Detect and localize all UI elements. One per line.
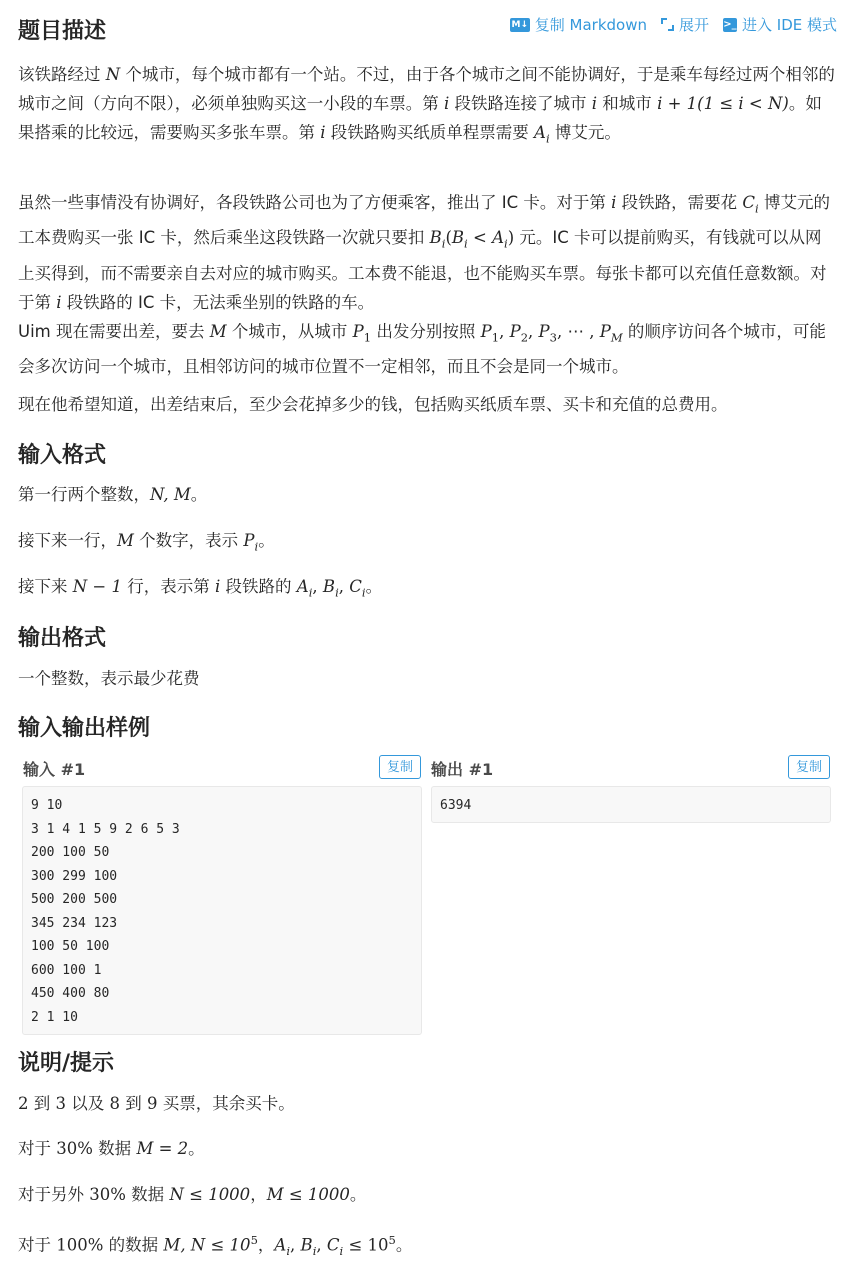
hint-line-2: 对于 30% 数据 M = 2。: [18, 1139, 205, 1158]
desc-paragraph-4: 现在他希望知道，出差结束后，至少会花掉多少的钱，包括购买纸质车票、买卡和充值的总费用。: [18, 395, 728, 414]
toolbar: [510, 14, 837, 35]
heading-hint: 说明/提示: [18, 1051, 115, 1076]
input-format-line-2: 接下来一行，M 个数字，表示 $P_i$。: [18, 531, 275, 554]
ide-mode-button[interactable]: [723, 14, 837, 35]
desc-paragraph-1: 该铁路经过 N 个城市，每个城市都有一个站。不过，由于各个城市之间不能协调好，于是乘车每经过两个相邻的城市之间（方向不限），必须单独购买这一小段的车票。第 i 段铁路连接了城市 i 和城市 i + 1(1 ≤ i < N)。如果搭乘的比较远，需要购买多张车票。第 i 段铁路购买纸质单程票需要 $A_i$ 博艾元。: [18, 65, 835, 146]
expand-icon: [661, 18, 674, 31]
heading-samples: 输入输出样例: [18, 716, 151, 741]
sample-input-line: 2 1 10: [31, 1009, 78, 1025]
sample-input-line: 3 1 4 1 5 9 2 6 5 3: [31, 821, 180, 837]
output-format-line-1: 一个整数，表示最少花费: [18, 669, 200, 688]
sample-input-line: 500 200 500: [31, 892, 118, 907]
copy-input-button[interactable]: 复制: [379, 755, 421, 779]
expand-label: 展开: [678, 16, 709, 34]
sample-output-title: 输出 #1: [431, 760, 494, 779]
sample-input-line: 200 100 50: [31, 845, 110, 860]
terminal-icon: >_: [723, 18, 737, 30]
sample-input-line: 300 299 100: [31, 868, 118, 884]
heading-description: 题目描述: [18, 19, 107, 44]
sample-input-block[interactable]: [22, 786, 422, 1035]
sample-input-line: 9 10: [31, 798, 63, 813]
sample-input-line: 450 400 80: [31, 986, 110, 1001]
sample-output-line: 6394: [440, 798, 472, 813]
ide-mode-label: 进入 IDE 模式: [742, 16, 837, 34]
sample-output-block[interactable]: [431, 786, 831, 823]
input-format-line-3: 接下来 N − 1 行，表示第 i 段铁路的 $A_i$, $B_i$, $C_i$。: [18, 577, 383, 600]
hint-line-4: 对于 100% 的数据 M, $N \le 10^5$，$A_i$, $B_i$, $C_i \le 10^5$。: [18, 1233, 413, 1258]
copy-markdown-button[interactable]: [510, 14, 647, 35]
heading-input-format: 输入格式: [18, 443, 107, 468]
hint-line-1: 2 到 3 以及 8 到 9 买票，其余买卡。: [18, 1094, 295, 1113]
copy-markdown-label: 复制 Markdown: [534, 16, 647, 34]
hint-line-3: 对于另外 30% 数据 N ≤ 1000，M ≤ 1000。: [18, 1185, 367, 1204]
markdown-icon: M↓: [511, 19, 528, 30]
expand-button[interactable]: [661, 14, 709, 35]
sample-input-line: 600 100 1: [31, 962, 102, 978]
copy-output-button[interactable]: 复制: [788, 755, 830, 779]
desc-paragraph-2: 虽然一些事情没有协调好，各段铁路公司也为了方便乘客，推出了 IC 卡。对于第 i 段铁路，需要花 $C_i$ 博艾元的工本费购买一张 IC 卡，然后乘坐这段铁路一次就只要扣 $B_i(B_i < A_i)$ 元。IC 卡可以提前购买，有钱就可以从网上买得到，而不需要亲自去对应的城市购买。工本费不能退，也不能购买车票。每张卡都可以充值任意数额。对于第 i 段铁路的 IC 卡，无法乘坐别的铁路的车。: [18, 193, 830, 312]
heading-output-format: 输出格式: [18, 626, 107, 651]
sample-input-line: 345 234 123: [31, 915, 118, 931]
sample-input-title: 输入 #1: [23, 760, 86, 779]
input-format-line-1: 第一行两个整数，N, M。: [18, 485, 208, 504]
sample-input-line: 100 50 100: [31, 939, 110, 954]
desc-paragraph-3: Uim 现在需要出差，要去 M 个城市，从城市 $P_1$ 出发分别按照 $P_1$, $P_2$, $P_3$, ⋯ , $P_M$ 的顺序访问各个城市，可能会多次访问一个城市，且相邻访问的城市位置不一定相邻，而且不会是同一个城市。: [18, 322, 826, 377]
